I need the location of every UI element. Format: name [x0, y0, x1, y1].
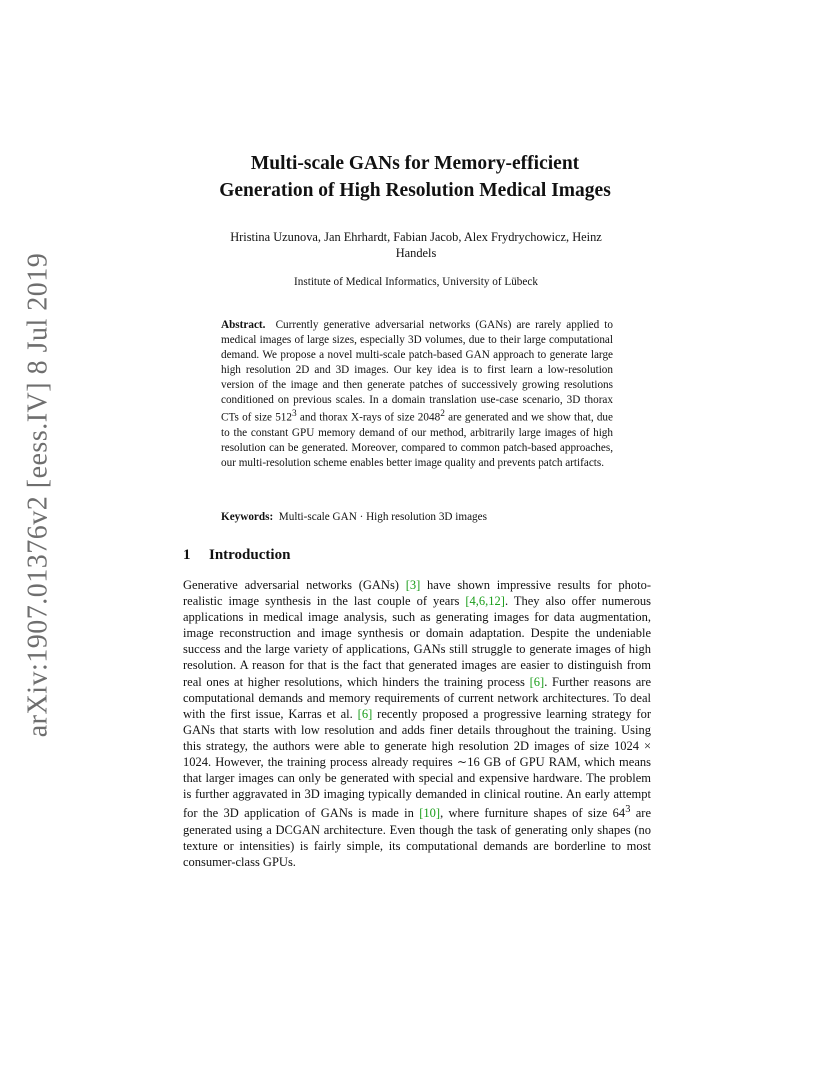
citation-link-6-karras[interactable]: [6]	[357, 706, 373, 721]
citation-link-6[interactable]: [6]	[529, 674, 545, 689]
author-list	[180, 229, 652, 261]
abstract-text-3: are generated and we show that, due to the constant GPU memory demand of our method, arbitrarily large images of high resolution can be generated. Moreover, compared to common patch-based approaches, our multi-resolution scheme enables better image quality and prevents patch artifacts.	[221, 412, 613, 469]
section-title: Introduction	[209, 547, 291, 563]
affiliation: Institute of Medical Informatics, University of Lübeck	[294, 276, 538, 288]
citation-link-4-6-12[interactable]: [4,6,12]	[465, 594, 505, 609]
intro-text-7: are generated using a DCGAN architecture. Even though the task of generating only shapes (no texture or intensities) is fairly simple, its computational demands are borderline to most consumer-class GPUs.	[183, 806, 651, 869]
arxiv-identifier	[16, 252, 60, 738]
citation-link-10[interactable]: [10]	[419, 806, 441, 821]
authors-line-2: Handels	[395, 246, 437, 260]
arxiv-identifier-text: arXiv:1907.01376v2 [eess.IV] 8 Jul 2019	[22, 252, 53, 738]
keywords	[221, 510, 613, 524]
paper-title	[150, 150, 680, 204]
intro-superscript: 3	[625, 804, 631, 816]
intro-text-2: have shown impressive results for photo-realistic image synthesis in the last couple of years	[183, 578, 651, 609]
keywords-text: Multi-scale GAN · High resolution 3D images	[278, 511, 487, 523]
intro-text-1: Generative adversarial networks (GANs)	[183, 578, 406, 592]
abstract-label: Abstract.	[221, 319, 266, 331]
citation-link-3[interactable]: [3]	[405, 578, 421, 592]
abstract-text-2: and thorax X-rays of size 2048	[296, 412, 441, 425]
abstract-superscript-2: 2	[440, 409, 445, 420]
intro-text-6: , where furniture shapes of size 64	[440, 806, 626, 821]
keywords-label: Keywords:	[221, 511, 274, 523]
abstract	[221, 318, 613, 471]
introduction-paragraph	[183, 577, 651, 870]
intro-text-5: recently proposed a progressive learning strategy for GANs that starts with low resolution and adds finer details throughout the training. Using this strategy, the authors were able to generate high resolution 2D images of size 1024 × 1024. However, the training process already requires ∼16 GB of GPU RAM, which means that larger images can only be generated with special and expensive hardware. The problem is further aggravated in 3D imaging typically demanded in clinical routine. An early attempt for the 3D application of GANs is made in	[183, 706, 651, 821]
section-heading	[183, 547, 290, 564]
intro-text-4: . Further reasons are computational demands and memory requirements of current network architectures. To deal with the first issue, Karras et al.	[183, 674, 651, 721]
intro-text-3: . They also offer numerous applications in medical image analysis, such as generating images for data augmentation, image reconstruction and image synthesis or domain adaptation. Despite the undeniable success and the large variety of applications, GANs still struggle to generate images of high resolution. A reason for that is the fact that generated images are easier to distinguish from real ones at higher resolutions, which hinders the training process	[183, 594, 651, 689]
section-number: 1	[183, 547, 191, 563]
title-line-1: Multi-scale GANs for Memory-efficient	[250, 153, 580, 174]
title-line-2: Generation of High Resolution Medical Images	[219, 180, 611, 201]
authors-line-1: Hristina Uzunova, Jan Ehrhardt, Fabian Jacob, Alex Frydrychowicz, Heinz	[230, 230, 602, 244]
abstract-text-1: Currently generative adversarial networks (GANs) are rarely applied to medical images of large sizes, especially 3D volumes, due to their large computational demand. We propose a novel multi-scale patch-based GAN approach to generate large high resolution 2D and 3D images. Our key idea is to first learn a low-resolution version of the image and then generate patches of successively growing resolutions conditioned on previous scales. In a domain translation use-case scenario, 3D thorax CTs of size 512	[221, 319, 613, 425]
abstract-superscript-1: 3	[292, 409, 297, 420]
